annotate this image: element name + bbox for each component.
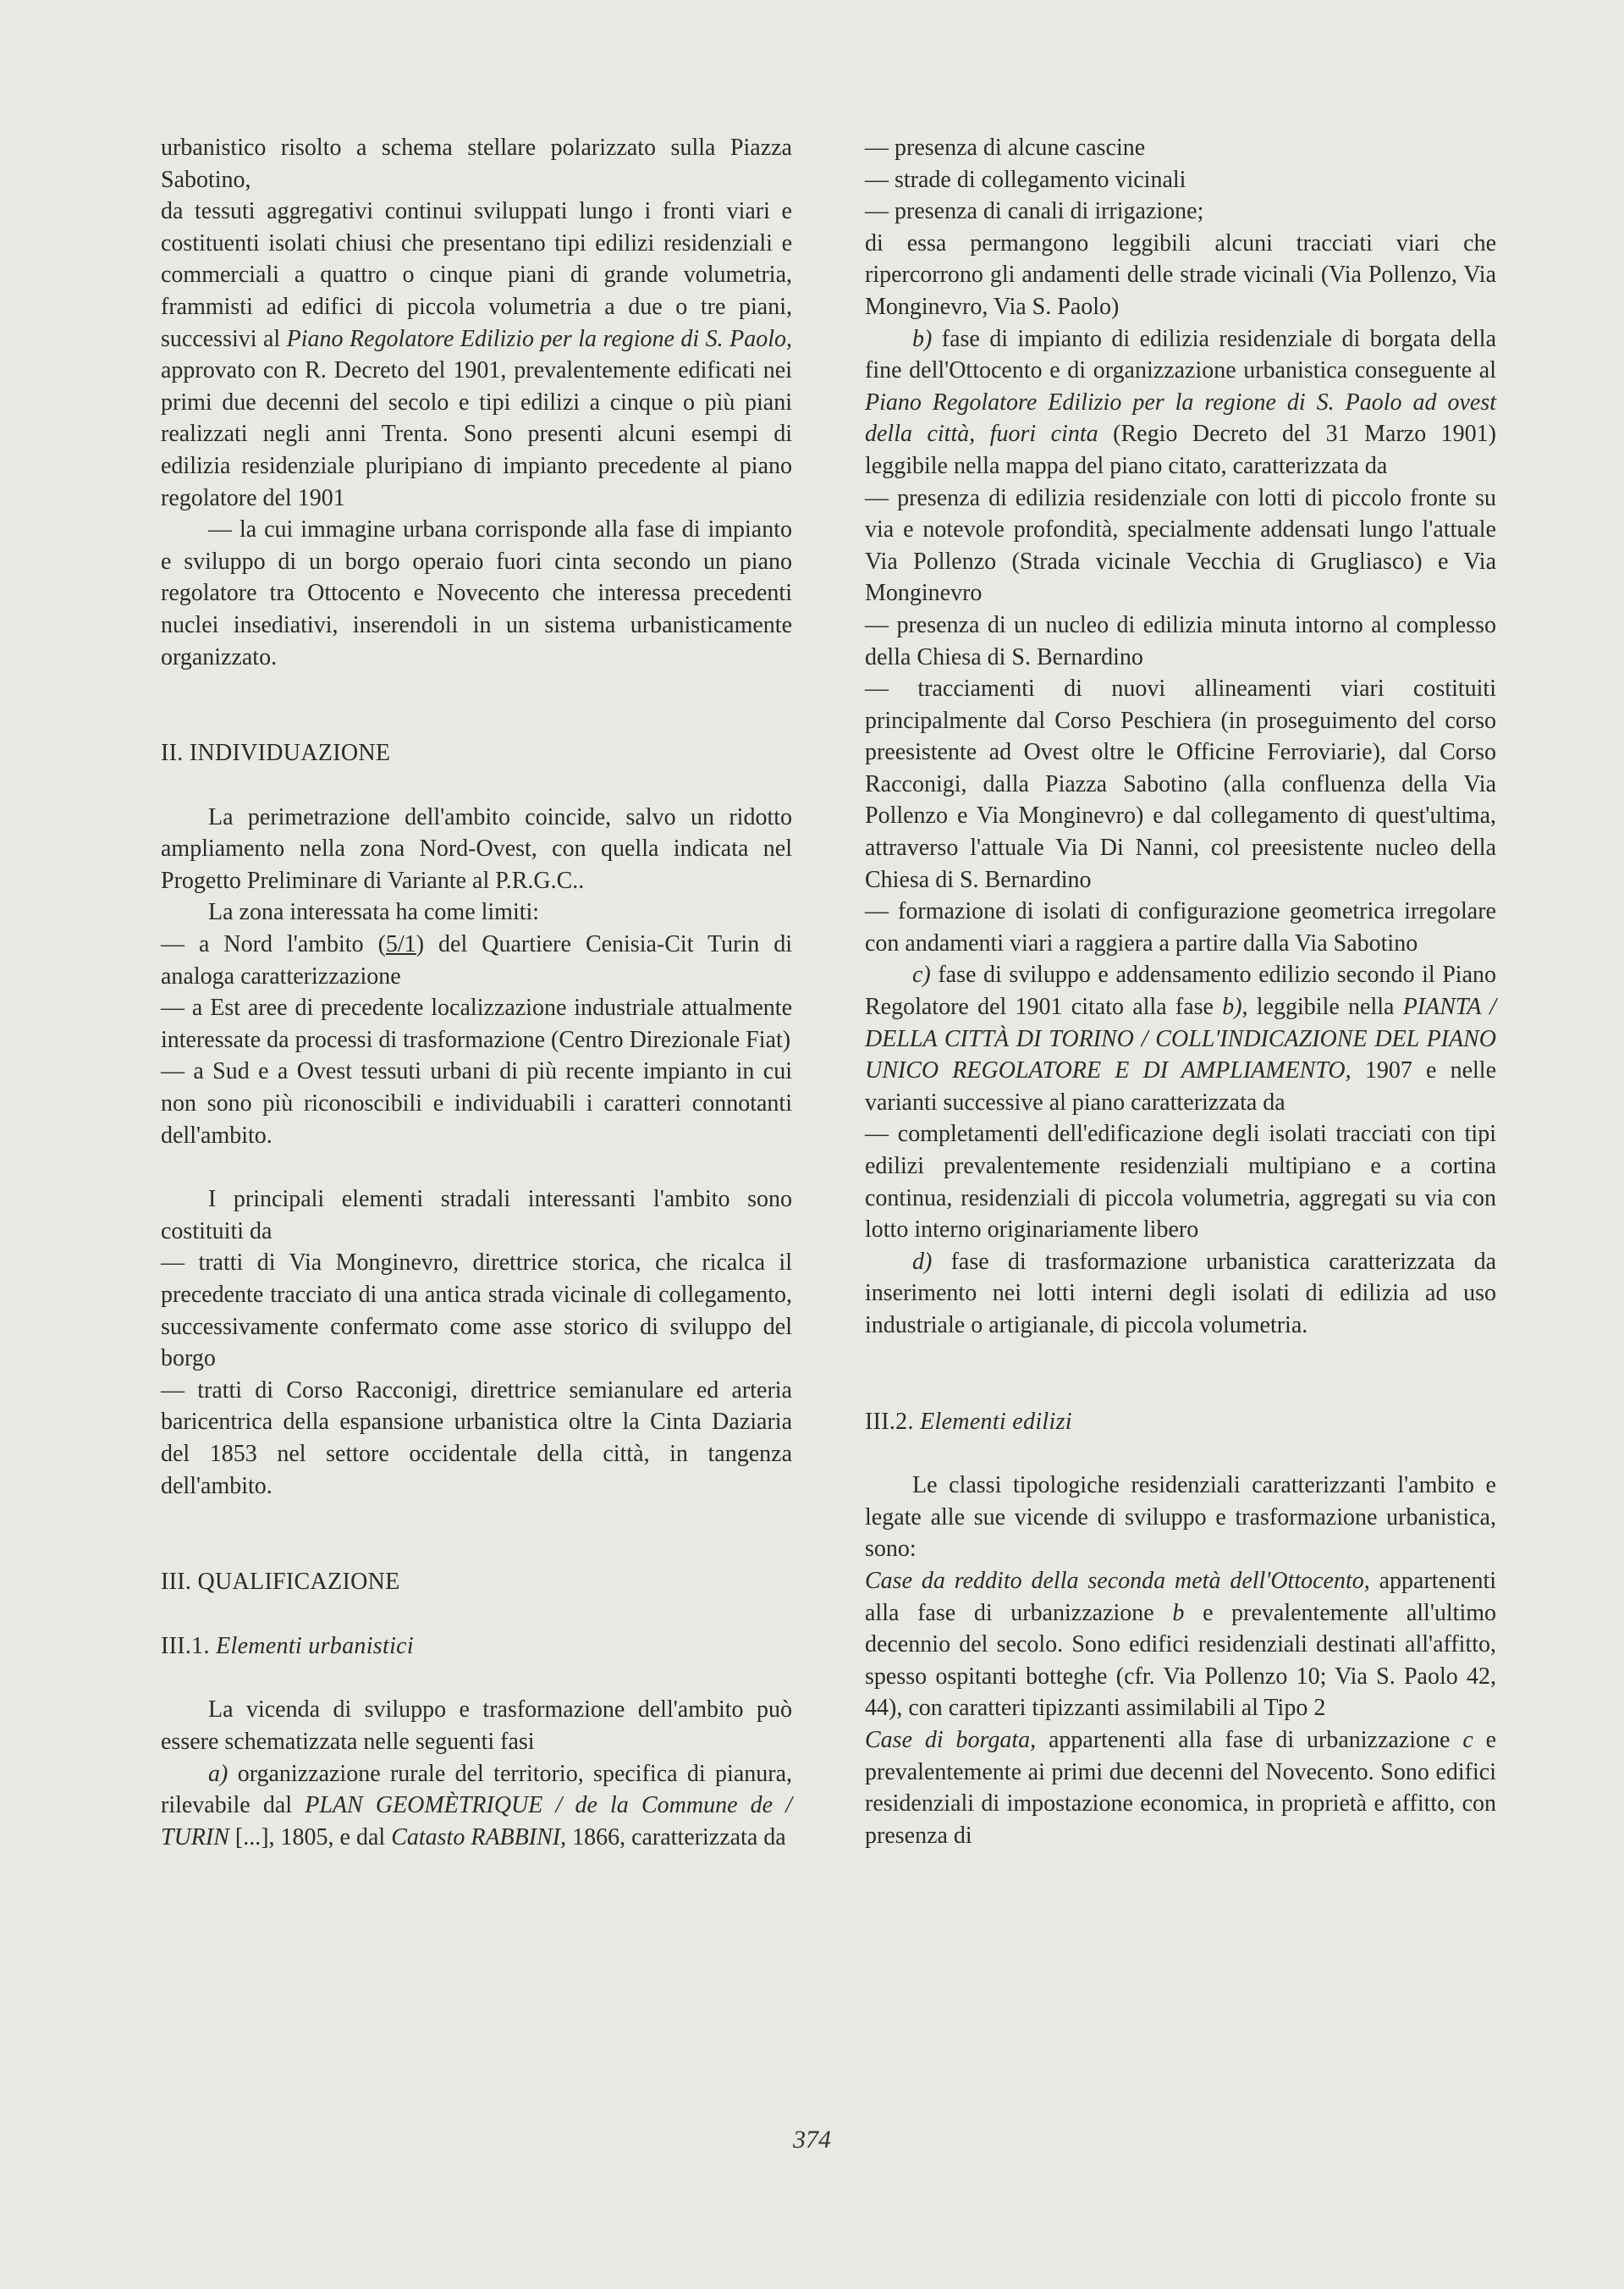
page-number: 374 (793, 2126, 831, 2154)
list-item: — formazione di isolati di configurazione geometrica irregolare con andamenti viari a raggiera a partire dalla Via Sabotino (865, 898, 1496, 957)
list-item: — presenza di edilizia residenziale con lotti di piccolo fronte su via e notevole profondità, specialmente addensati lungo l'attuale Via Pollenzo (Strada vicinale Vecchia di Grugliasco) e Via Monginevro (865, 484, 1496, 607)
paragraph: La vicenda di sviluppo e trasformazione dell'ambito può essere schematizzata nelle seguenti fasi (161, 1696, 792, 1755)
right-column (865, 132, 1496, 1851)
section-heading-iii: III. QUALIFICAZIONE (161, 1569, 400, 1596)
paragraph: I principali elementi stradali interessanti l'ambito sono costituiti da (161, 1186, 792, 1244)
paragraph: La zona interessata ha come limiti: (208, 899, 540, 926)
paragraph: — a Nord l'ambito (5/1) del Quartiere Cenisia-Cit Turin di analoga caratterizzazione (161, 931, 792, 990)
subsection-heading-iii-1: III.1. Elementi urbanistici (161, 1632, 414, 1659)
list-item: — tracciamenti di nuovi allineamenti viari costituiti principalmente dal Corso Peschiera (in proseguimento del corso preesistente ad Ovest oltre le Officine Ferroviarie), dal Corso Racconigi, dalla Piazza Sabotino (alla confluenza della Via Pollenzo e Via Monginevro) e dal collegamento di quest'ultima, attraverso l'attuale Via Di Nanni, col preesistente nucleo della Chiesa di S. Bernardino (865, 676, 1496, 893)
paragraph: — tratti di Via Monginevro, direttrice storica, che ricalca il precedente tracciato di una antica strada vicinale di collegamento, successivamente confermato come asse storico di sviluppo del borgo (161, 1249, 792, 1372)
list-item: — presenza di canali di irrigazione; (865, 198, 1204, 225)
left-column (161, 132, 792, 1853)
paragraph: — tratti di Corso Racconigi, direttrice semianulare ed arteria baricentrica della espansione urbanistica oltre la Cinta Daziaria del 1853 nel settore occidentale della città, in tangenza dell'ambito. (161, 1376, 792, 1499)
paragraph: a) organizzazione rurale del territorio, specifica di pianura, rilevabile dal PLAN GEOMÈTRIQUE / de la Commune de / TURIN [...], 1805, e dal Catasto RABBINI, 1866, caratterizzata da (161, 1760, 793, 1851)
paragraph: — a Est aree di precedente localizzazione industriale attualmente interessate da processi di trasformazione (Centro Direzionale Fiat) (161, 995, 792, 1053)
paragraph: — la cui immagine urbana corrisponde alla fase di impianto e sviluppo di un borgo operaio fuori cinta secondo un piano regolatore tra Ottocento e Novecento che interessa precedenti nuclei insediativi, inserendoli in un sistema urbanisticamente organizzato. (161, 516, 792, 670)
paragraph: da tessuti aggregativi continui sviluppati lungo i fronti viari e costituenti isolati chiusi che presentano tipi edilizi residenziali e commerciali a quattro o cinque piani di grande volumetria, frammisti ad edifici di piccola volumetria a due o tre piani, successivi al Piano Regolatore Edilizio per la regione di S. Paolo, approvato con R. Decreto del 1901, prevalentemente edificati nei primi due decenni del secolo e tipi edilizi a cinque o più piani realizzati negli anni Trenta. Sono presenti alcuni esempi di edilizia residenziale pluripiano di impianto precedente al piano regolatore del 1901 (161, 198, 792, 511)
subsection-heading-iii-2: III.2. Elementi edilizi (865, 1408, 1072, 1435)
paragraph: Case da reddito della seconda metà dell'Ottocento, appartenenti alla fase di urbanizzazione b e prevalentemente all'ultimo decennio del secolo. Sono edifici residenziali destinati all'affitto, spesso ospitanti botteghe (cfr. Via Pollenzo 10; Via S. Paolo 42, 44), con caratteri tipizzanti assimilabili al Tipo 2 (865, 1567, 1497, 1722)
section-heading-ii: II. INDIVIDUAZIONE (161, 740, 391, 767)
list-item: — completamenti dell'edificazione degli isolati tracciati con tipi edilizi prevalentemente residenziali multipiano e a cortina continua, residenziali di piccola volumetria, aggregati su via con lotto interno originariamente libero (865, 1121, 1496, 1244)
paragraph: Le classi tipologiche residenziali caratterizzanti l'ambito e legate alle sue vicende di sviluppo e trasformazione urbanistica, sono: (865, 1472, 1496, 1563)
paragraph: di essa permangono leggibili alcuni tracciati viari che ripercorrono gli andamenti delle strade vicinali (Via Pollenzo, Via Monginevro, Via S. Paolo) (865, 229, 1496, 320)
paragraph: urbanistico risolto a schema stellare polarizzato sulla Piazza Sabotino, (161, 135, 792, 193)
paragraph: La perimetrazione dell'ambito coincide, salvo un ridotto ampliamento nella zona Nord-Ovest, con quella indicata nel Progetto Preliminare di Variante al P.R.G.C.. (161, 803, 792, 894)
paragraph: d) fase di trasformazione urbanistica caratterizzata da inserimento nei lotti interni degli isolati di edilizia ad uso industriale o artigianale, di piccola volumetria. (865, 1248, 1497, 1338)
paragraph: Case di borgata, appartenenti alla fase di urbanizzazione c e prevalentemente ai primi due decenni del Novecento. Sono edifici residenziali di impostazione economica, in proprietà e affitto, con presenza di (865, 1726, 1497, 1849)
list-item: — presenza di un nucleo di edilizia minuta intorno al complesso della Chiesa di S. Bernardino (865, 611, 1496, 670)
paragraph: c) fase di sviluppo e addensamento edilizio secondo il Piano Regolatore del 1901 citato alla fase b), leggibile nella PIANTA / DELLA CITTÀ DI TORINO / COLL'INDICAZIONE DEL PIANO UNICO REGOLATORE E DI AMPLIAMENTO, 1907 e nelle varianti successive al piano caratterizzata da (865, 962, 1497, 1116)
paragraph: — a Sud e a Ovest tessuti urbani di più recente impianto in cui non sono più riconoscibili e individuabili i caratteri connotanti dell'ambito. (161, 1058, 792, 1149)
list-item: — presenza di alcune cascine (865, 135, 1146, 161)
list-item: — strade di collegamento vicinali (865, 166, 1186, 193)
ambito-reference: 5/1 (385, 931, 416, 958)
paragraph: b) fase di impianto di edilizia residenziale di borgata della fine dell'Ottocento e di organizzazione urbanistica conseguente al Piano Regolatore Edilizio per la regione di S. Paolo ad ovest della città, fuori cinta (Regio Decreto del 31 Marzo 1901) leggibile nella mappa del piano citato, caratterizzata da (865, 325, 1497, 479)
